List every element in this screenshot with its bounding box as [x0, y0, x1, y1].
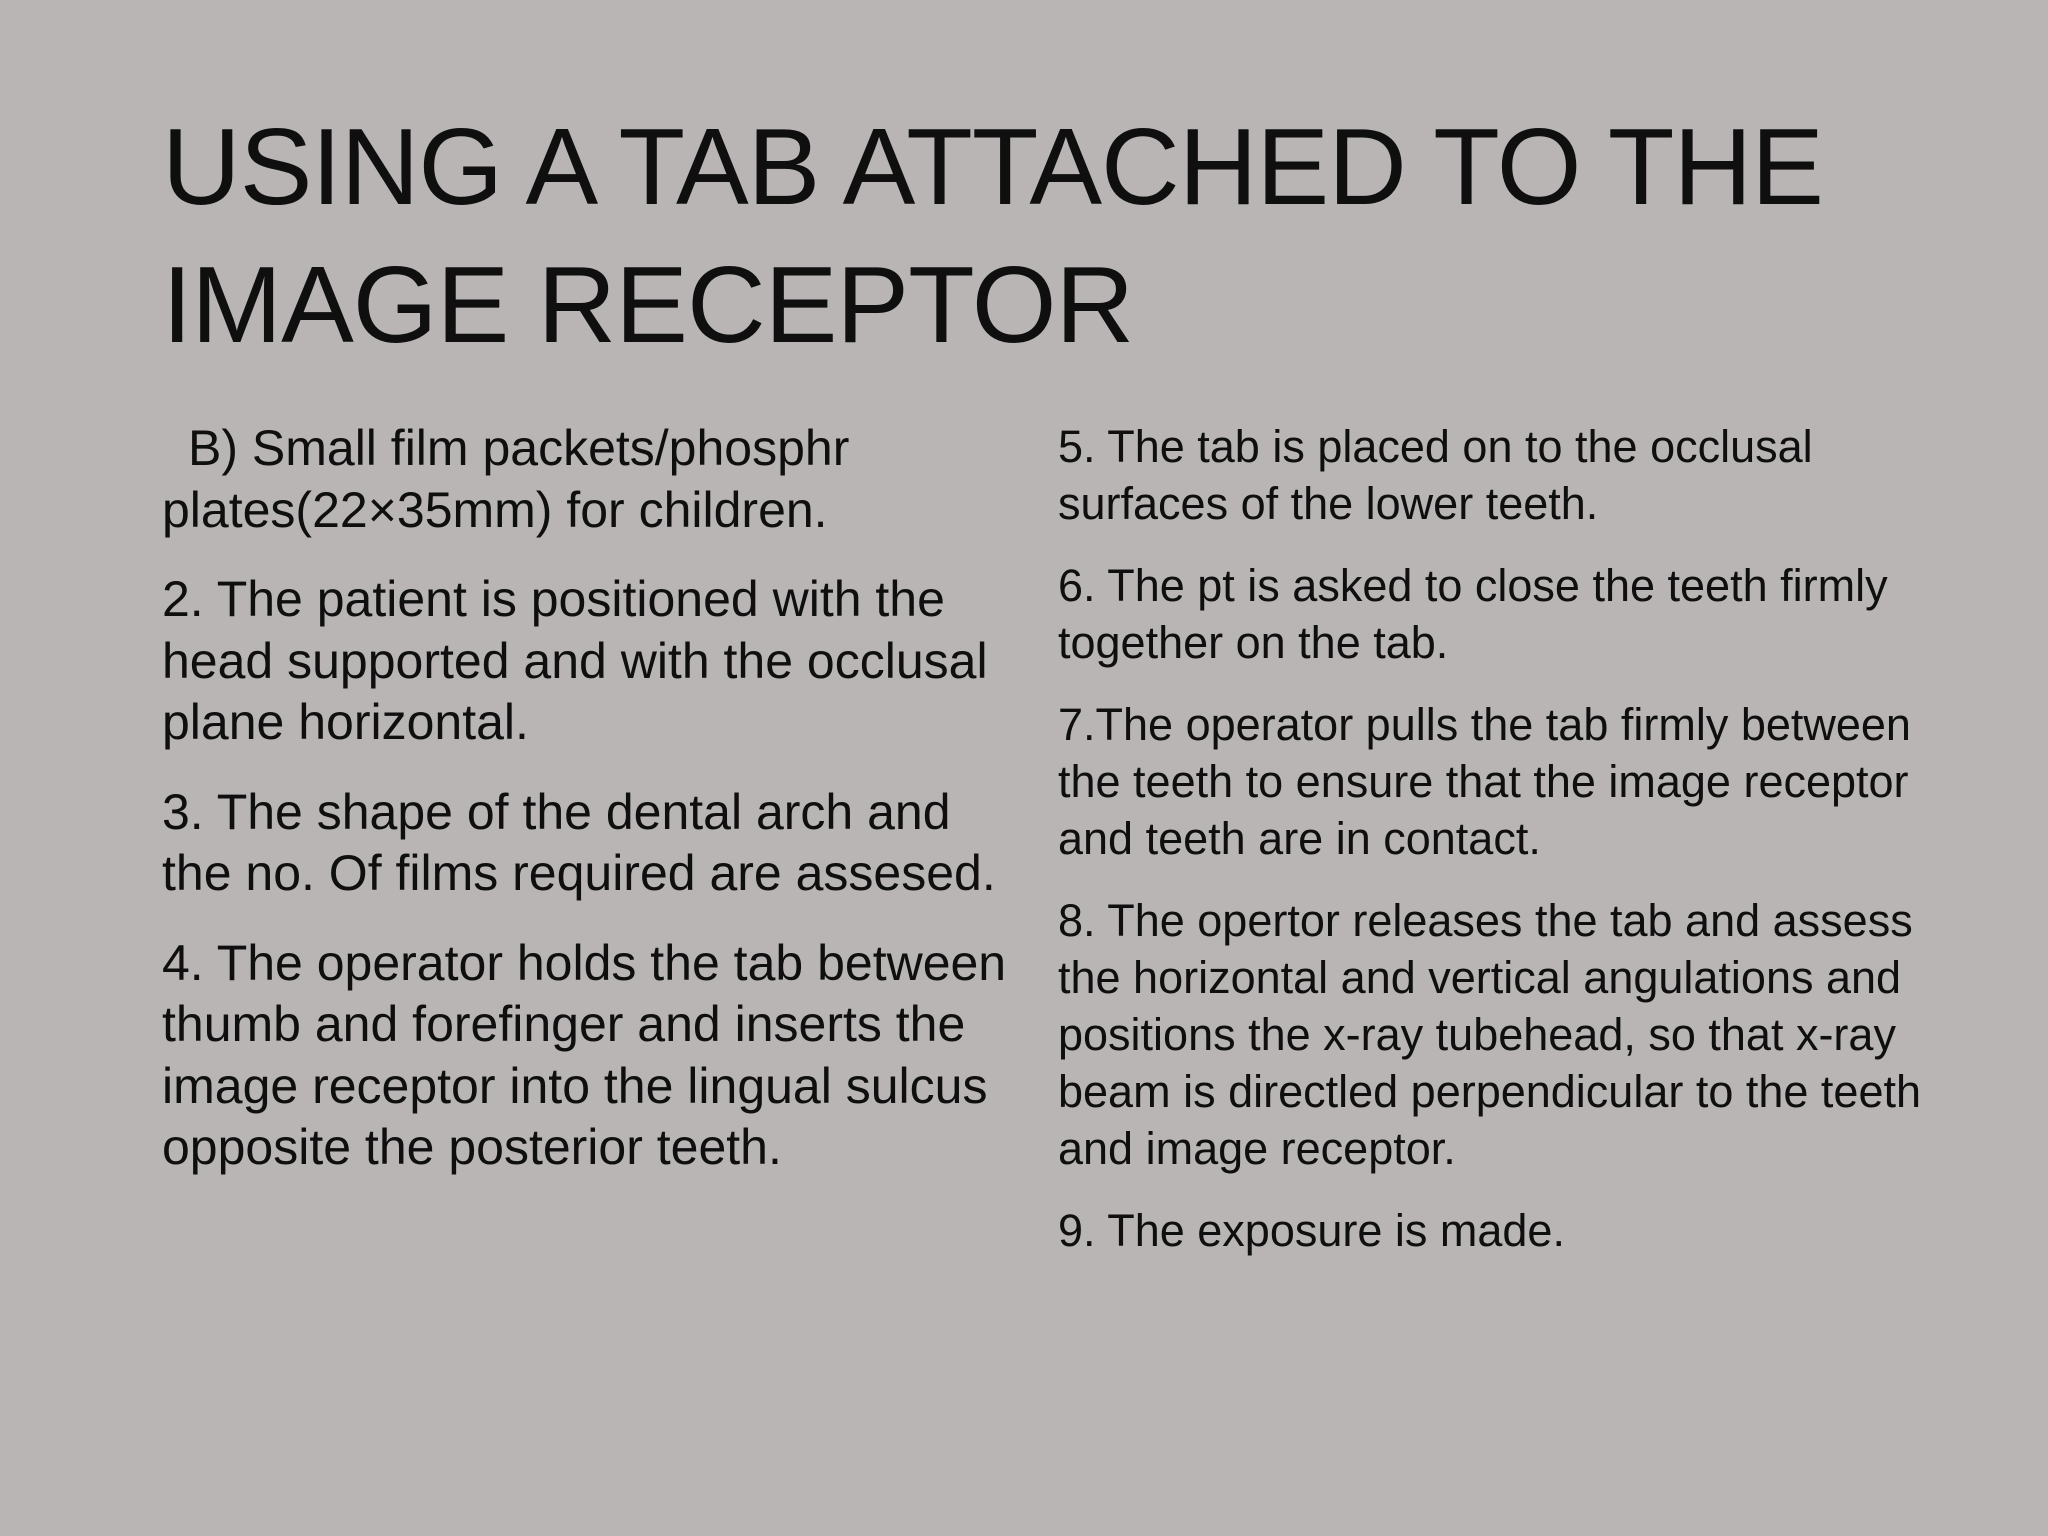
left-column — [162, 418, 1022, 1207]
right-column — [1058, 418, 1958, 1284]
paragraph-step-6: 6. The pt is asked to close the teeth firmly together on the tab. — [1058, 560, 1888, 668]
paragraph-step-7: 7.The operator pulls the tab firmly between the teeth to ensure that the image receptor and teeth are in contact. — [1058, 699, 1911, 864]
paragraph-step-4: 4. The operator holds the tab between thumb and forefinger and inserts the image receptor into the lingual sulcus opposite the posterior teeth. — [162, 934, 1007, 1175]
paragraph-step-3: 3. The shape of the dental arch and the no. Of films required are assesed. — [162, 783, 996, 901]
paragraph-b-small-film: B) Small film packets/phosphr plates(22×35mm) for children. — [162, 420, 850, 538]
paragraph-step-5: 5. The tab is placed on to the occlusal surfaces of the lower teeth. — [1058, 421, 1813, 529]
paragraph-step-8: 8. The opertor releases the tab and assess the horizontal and vertical angulations and positions the x-ray tubehead, so that x-ray beam is directled perpendicular to the teeth and image receptor. — [1058, 895, 1922, 1174]
paragraph-step-9: 9. The exposure is made. — [1058, 1205, 1565, 1256]
paragraph-step-2: 2. The patient is positioned with the head supported and with the occlusal plane horizontal. — [162, 571, 988, 750]
slide-title: USING A TAB ATTACHED TO THE IMAGE RECEPTOR — [162, 106, 1823, 366]
